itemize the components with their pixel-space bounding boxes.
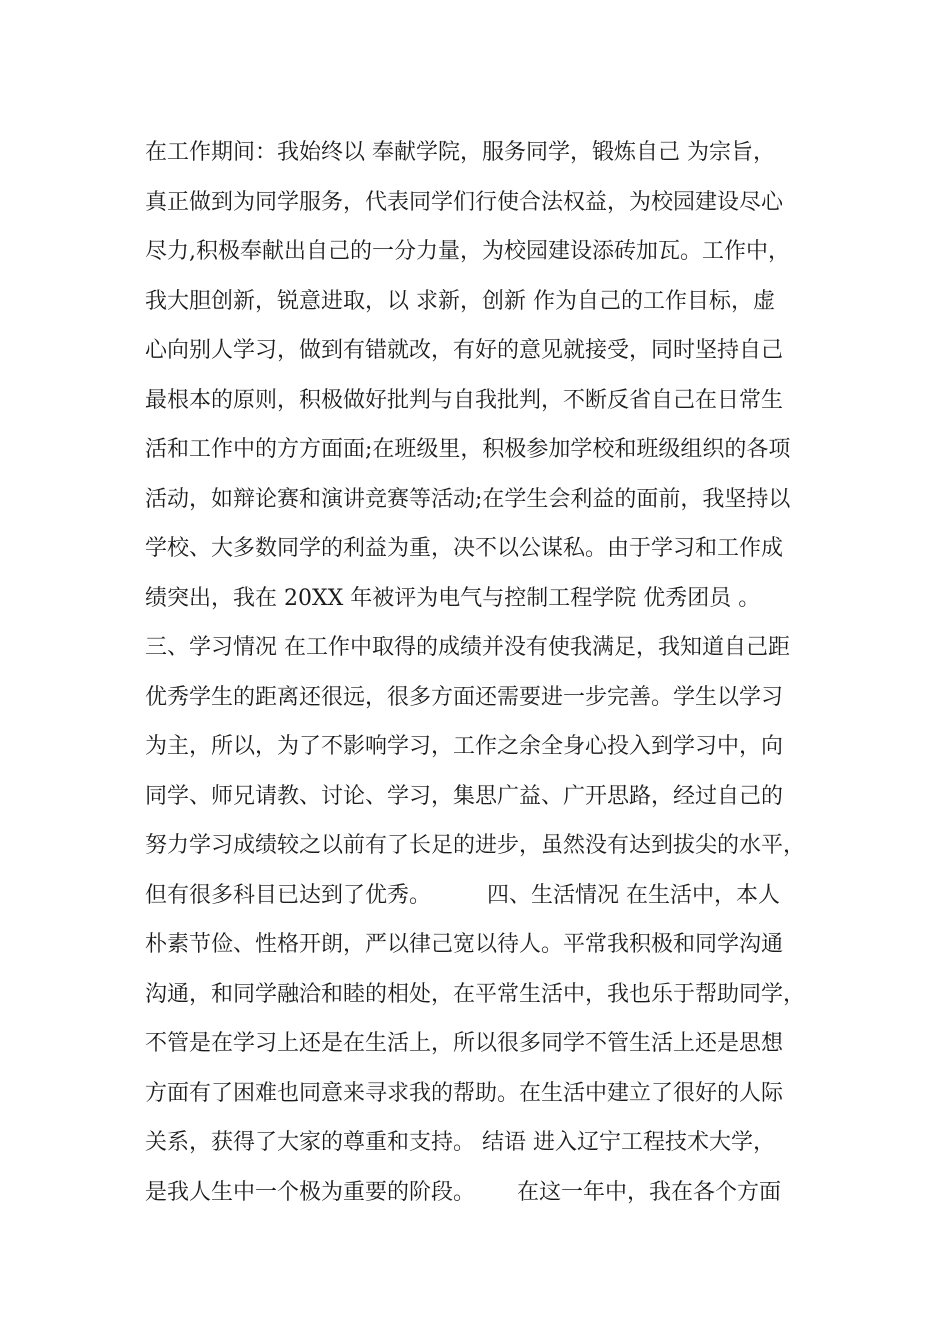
text-line: 是我人生中一个极为重要的阶段。 在这一年中，我在各个方面 <box>145 1179 781 1205</box>
text-line: 我大胆创新，锐意进取，以 求新，创新 作为自己的工作目标，虚 <box>145 288 775 314</box>
text-line: 绩突出，我在 20XX 年被评为电气与控制工程学院 优秀团员 。 <box>145 585 761 611</box>
text-line: 心向别人学习，做到有错就改，有好的意见就接受，同时坚持自己 <box>145 338 784 363</box>
text-line: 沟通，和同学融洽和睦的相处，在平常生活中，我也乐于帮助同学， <box>145 981 806 1007</box>
text-line: 朴素节俭、性格开朗，严以律己宽以待人。平常我积极和同学沟通 <box>145 932 784 957</box>
text-line: 三、学习情况 在工作中取得的成绩并没有使我满足，我知道自己距 <box>145 635 790 660</box>
text-line: 优秀学生的距离还很远，很多方面还需要进一步完善。学生以学习 <box>145 684 784 710</box>
text-line: 在工作期间：我始终以 奉献学院，服务同学，锻炼自己 为宗旨， <box>145 140 775 165</box>
text-line: 真正做到为同学服务，代表同学们行使合法权益，为校园建设尽心 <box>145 189 784 215</box>
text-line: 学校、大多数同学的利益为重，决不以公谋私。由于学习和工作成 <box>145 536 784 561</box>
text-line: 尽力,积极奉献出自己的一分力量，为校园建设添砖加瓦。工作中， <box>145 239 790 264</box>
text-line: 最根本的原则，积极做好批判与自我批判，不断反省自己在日常生 <box>145 387 784 413</box>
text-line: 但有很多科目已达到了优秀。 四、生活情况 在生活中，本人 <box>145 882 780 908</box>
body-text <box>145 128 825 1217</box>
text-line: 关系，获得了大家的尊重和支持。 结语 进入辽宁工程技术大学， <box>145 1130 775 1155</box>
text-line: 不管是在学习上还是在生活上，所以很多同学不管生活上还是思想 <box>145 1031 784 1056</box>
text-line: 活和工作中的方方面面;在班级里，积极参加学校和班级组织的各项 <box>145 437 791 462</box>
text-line: 为主，所以，为了不影响学习，工作之余全身心投入到学习中，向 <box>145 734 784 759</box>
text-line: 努力学习成绩较之以前有了长足的进步，虽然没有达到拔尖的水平， <box>145 833 806 858</box>
text-line: 方面有了困难也同意来寻求我的帮助。在生活中建立了很好的人际 <box>145 1080 784 1106</box>
text-line: 同学、师兄请教、讨论、学习，集思广益、广开思路，经过自己的 <box>145 783 784 809</box>
text-line: 活动，如辩论赛和演讲竞赛等活动;在学生会利益的面前，我坚持以 <box>145 486 791 512</box>
